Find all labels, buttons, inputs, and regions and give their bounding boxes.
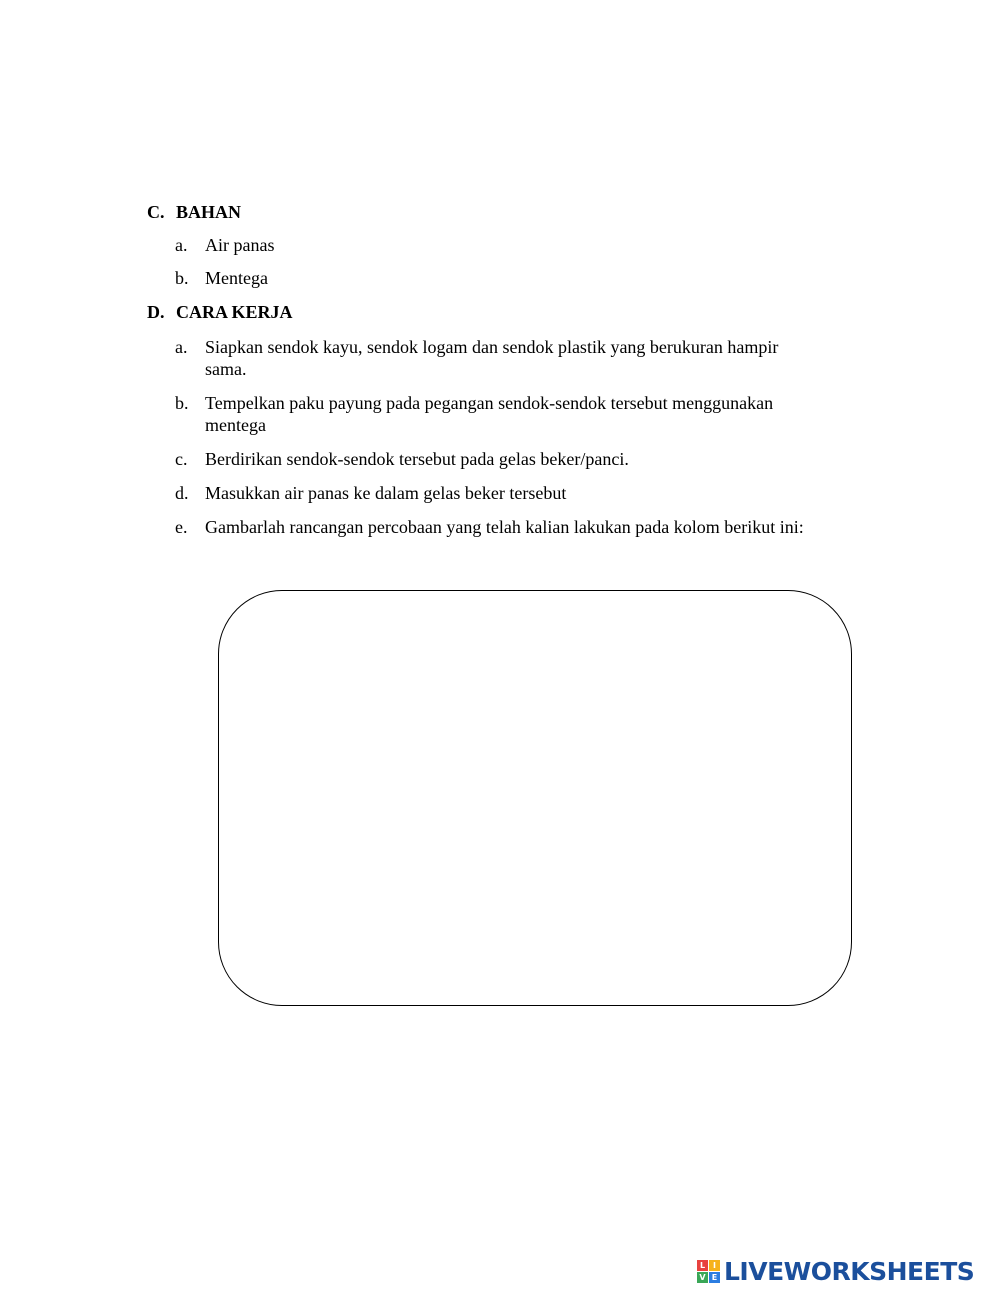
list-item — [175, 336, 865, 380]
list-marker: a. — [175, 235, 188, 255]
list-item — [175, 234, 865, 256]
drawing-answer-box[interactable] — [218, 590, 852, 1006]
list-text: Air panas — [205, 235, 275, 255]
section-letter: D. — [147, 302, 165, 322]
list-item — [175, 392, 865, 436]
list-marker: c. — [175, 449, 188, 469]
list-item — [175, 516, 865, 538]
list-item — [175, 448, 865, 470]
liveworksheets-logo — [697, 1256, 974, 1286]
section-title: BAHAN — [176, 202, 242, 222]
logo-letter: V — [697, 1272, 708, 1283]
list-marker: d. — [175, 483, 189, 503]
list-text: Masukkan air panas ke dalam gelas beker tersebut — [205, 483, 567, 503]
logo-letter: I — [709, 1260, 720, 1271]
logo-text: LIVEWORKSHEETS — [724, 1256, 975, 1286]
list-marker: b. — [175, 268, 189, 288]
list-text-line-2: sama. — [205, 359, 247, 379]
section-letter: C. — [147, 202, 165, 222]
list-marker: b. — [175, 393, 189, 413]
list-text-line-1: Siapkan sendok kayu, sendok logam dan sendok plastik yang berukuran hampir — [205, 337, 779, 357]
section-heading-bahan — [147, 201, 241, 223]
list-marker: e. — [175, 517, 188, 537]
list-text-line-1: Tempelkan paku payung pada pegangan sendok-sendok tersebut menggunakan — [205, 393, 774, 413]
list-item — [175, 267, 865, 289]
list-text: Gambarlah rancangan percobaan yang telah kalian lakukan pada kolom berikut ini: — [205, 517, 804, 537]
logo-mark-icon — [697, 1260, 720, 1283]
list-text-line-2: mentega — [205, 415, 266, 435]
list-marker: a. — [175, 337, 188, 357]
section-title: CARA KERJA — [176, 302, 293, 322]
list-item — [175, 482, 865, 504]
list-text: Mentega — [205, 268, 268, 288]
list-text: Berdirikan sendok-sendok tersebut pada gelas beker/panci. — [205, 449, 629, 469]
section-heading-cara-kerja — [147, 301, 293, 323]
logo-letter: L — [697, 1260, 708, 1271]
logo-letter: E — [709, 1272, 720, 1283]
